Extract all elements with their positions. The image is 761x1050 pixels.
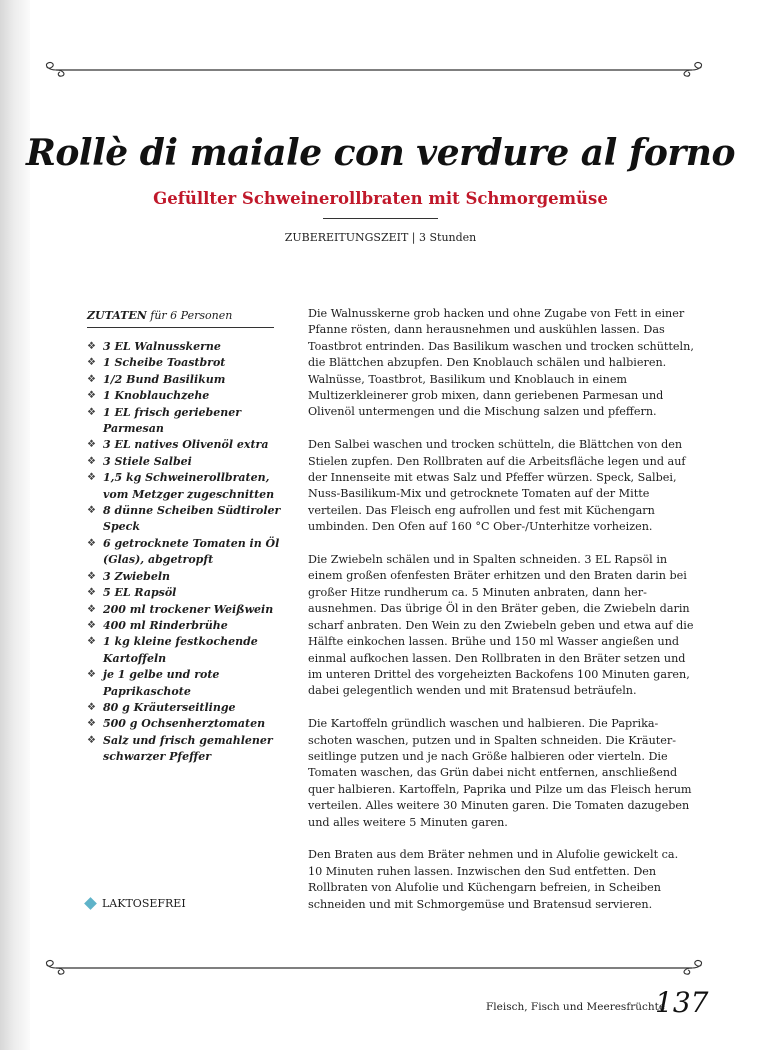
title-divider (323, 218, 438, 219)
ingredient-text: 1 EL frisch geriebener Parmesan (103, 405, 241, 436)
diamond-icon (84, 897, 97, 910)
ingredient-text: 1 Knoblauchzehe (103, 389, 210, 403)
instruction-paragraph: Die Walnusskerne grob hacken und ohne Zugabe von Fett in einer Pfanne rösten, dann herausnehmen und auskühlen lassen. Das Toastbrot entrinden. Das Basilikum waschen und trocken schütteln, die Blättchen abzupfen. Den Knoblauch schälen und halbieren. Walnüsse, Toastbrot, Basilikum und Knoblauch in einem Multizerkleinerer grob mixen, dann geriebenen Parmesan und Olivenöl untermengen und die Mischung salzen und pfeffern. (308, 307, 694, 419)
ingredients-list (87, 339, 287, 766)
ingredient-text: 8 dünne Scheiben Südtiroler Speck (103, 504, 281, 534)
ingredient-text: 6 getrocknete Tomaten in Öl (Glas), abgetropft (103, 536, 280, 567)
servings-label: für 6 Personen (150, 309, 233, 322)
ingredient-text: 500 g Ochsenherztomaten (103, 717, 266, 731)
ingredient-text: 1,5 kg Schweinerollbraten, vom Metzger zugeschnitten (103, 471, 275, 501)
ingredient-item (87, 470, 287, 503)
ingredient-item (87, 700, 287, 716)
bullet-icon: ❖ (87, 734, 96, 746)
bullet-icon: ❖ (87, 537, 96, 549)
prep-time: ZUBEREITUNGSZEIT | 3 Stunden (284, 231, 477, 244)
bottom-ornament-divider (42, 959, 706, 977)
ingredient-text: 1 kg kleine festkochende Kartoffeln (103, 635, 258, 665)
ingredients-divider (87, 327, 274, 328)
ingredient-item (87, 536, 287, 569)
ingredient-item (87, 339, 287, 355)
page-number: 137 (655, 986, 709, 1019)
ingredient-item (87, 405, 287, 438)
ingredients-heading (87, 309, 232, 322)
badge-label: LAKTOSEFREI (102, 897, 186, 910)
lactose-free-badge (84, 897, 186, 910)
bullet-icon: ❖ (87, 373, 96, 385)
bullet-icon: ❖ (87, 570, 96, 582)
ingredient-item (87, 454, 287, 470)
ingredient-item (87, 618, 287, 634)
ingredient-text: 3 Zwiebeln (103, 569, 171, 583)
ingredient-text: 400 ml Rinderbrühe (103, 618, 228, 632)
recipe-title: Rollè di maiale con verdure al forno (26, 132, 735, 174)
ingredient-item (87, 716, 287, 732)
bullet-icon: ❖ (87, 390, 96, 402)
ingredient-item (87, 437, 287, 453)
instruction-paragraph: Den Salbei waschen und trocken schütteln, die Blättchen von den Stielen zupfen. Den Rollbraten auf die Arbeitsfläche legen und auf der Innenseite mit etwas Salz und Pfeffer würzen. Speck, Salbei, Nuss-Basilikum-Mix und getrocknete Tomaten auf der Mitte verteilen. Das Fleisch eng aufrollen und fest mit Küchengarn umbinden. Den Ofen auf 160 °C Ober-/Unterhitze vorheizen. (308, 438, 686, 534)
ingredient-item (87, 602, 287, 618)
ingredient-text: je 1 gelbe und rote Paprikaschote (103, 668, 220, 698)
ingredients-label: ZUTATEN (87, 309, 147, 322)
bullet-icon: ❖ (87, 472, 96, 484)
ingredient-text: 1 Scheibe Toastbrot (103, 356, 226, 370)
ingredient-text: 3 EL natives Olivenöl extra (103, 438, 269, 452)
ingredient-item (87, 503, 287, 536)
bullet-icon: ❖ (87, 341, 96, 352)
ingredient-text: 80 g Kräuterseitlinge (103, 700, 236, 714)
ingredient-item (87, 733, 287, 766)
bullet-icon: ❖ (87, 357, 96, 369)
bullet-icon: ❖ (87, 603, 96, 615)
bullet-icon: ❖ (87, 587, 96, 599)
bullet-icon: ❖ (87, 718, 96, 730)
ingredient-item (87, 667, 287, 700)
ingredient-text: 1/2 Bund Basilikum (103, 372, 226, 386)
instruction-paragraph: Die Zwiebeln schälen und in Spalten schneiden. 3 EL Rapsöl in einem großen ofenfesten Bräter erhitzen und den Braten darin bei großer Hitze rundherum ca. 5 Minuten anbraten, dann herausnehmen. Das übrige Öl in den Bräter geben, die Zwiebeln darin scharf anbraten. Den Wein zu den Zwiebeln geben und etwa auf die Hälfte einkochen lassen. Brühe und 150 ml Wasser angießen und einmal aufkochen lassen. Den Rollbraten in den Bräter setzen und im unteren Drittel des vorgeheizten Backofens 100 Minuten garen, dabei gelegentlich wenden und mit Bratensud beträufeln. (308, 553, 694, 698)
bullet-icon: ❖ (87, 505, 96, 517)
ingredient-item (87, 569, 287, 585)
ingredient-text: 3 Stiele Salbei (103, 454, 192, 468)
bullet-icon: ❖ (87, 439, 96, 451)
ingredient-item (87, 585, 287, 601)
recipe-subtitle: Gefüllter Schweinerollbraten mit Schmorgemüse (153, 189, 608, 208)
bullet-icon: ❖ (87, 455, 96, 467)
ingredient-text: 3 EL Walnusskerne (103, 340, 221, 353)
ingredient-text: 200 ml trockener Weißwein (103, 602, 274, 616)
instructions (308, 306, 694, 929)
top-ornament-divider (42, 61, 706, 79)
ingredient-item (87, 634, 287, 667)
bullet-icon: ❖ (87, 669, 96, 681)
ingredient-item (87, 372, 287, 388)
footer-section-title: Fleisch, Fisch und Meeresfrüchte (486, 1001, 666, 1013)
ingredient-text: 5 EL Rapsöl (103, 586, 177, 600)
ingredient-item (87, 388, 287, 404)
bullet-icon: ❖ (87, 636, 96, 648)
bullet-icon: ❖ (87, 701, 96, 713)
bullet-icon: ❖ (87, 619, 96, 631)
instruction-paragraph: Die Kartoffeln gründlich waschen und halbieren. Die Paprikaschoten waschen, putzen und in Spalten schneiden. Die Kräuterseitlinge putzen und je nach Größe halbieren oder vierteln. Die Tomaten waschen, das Grün dabei nicht entfernen, anschließend quer halbieren. Kartoffeln, Paprika und Pilze um das Fleisch herum verteilen. Alles weitere 30 Minuten garen. Die Tomaten dazugeben und alles weitere 5 Minuten garen. (308, 717, 692, 829)
ingredient-item (87, 355, 287, 371)
instruction-paragraph: Den Braten aus dem Bräter nehmen und in Alufolie gewickelt ca. 10 Minuten ruhen lassen. Inzwischen den Sud entfetten. Den Rollbraten von Alufolie und Küchengarn befreien, in Scheiben schneiden und mit Schmorgemüse und Bratensud servieren. (308, 848, 679, 911)
bullet-icon: ❖ (87, 406, 96, 418)
ingredient-text: Salz und frisch gemahlener schwarzer Pfeffer (103, 733, 273, 764)
